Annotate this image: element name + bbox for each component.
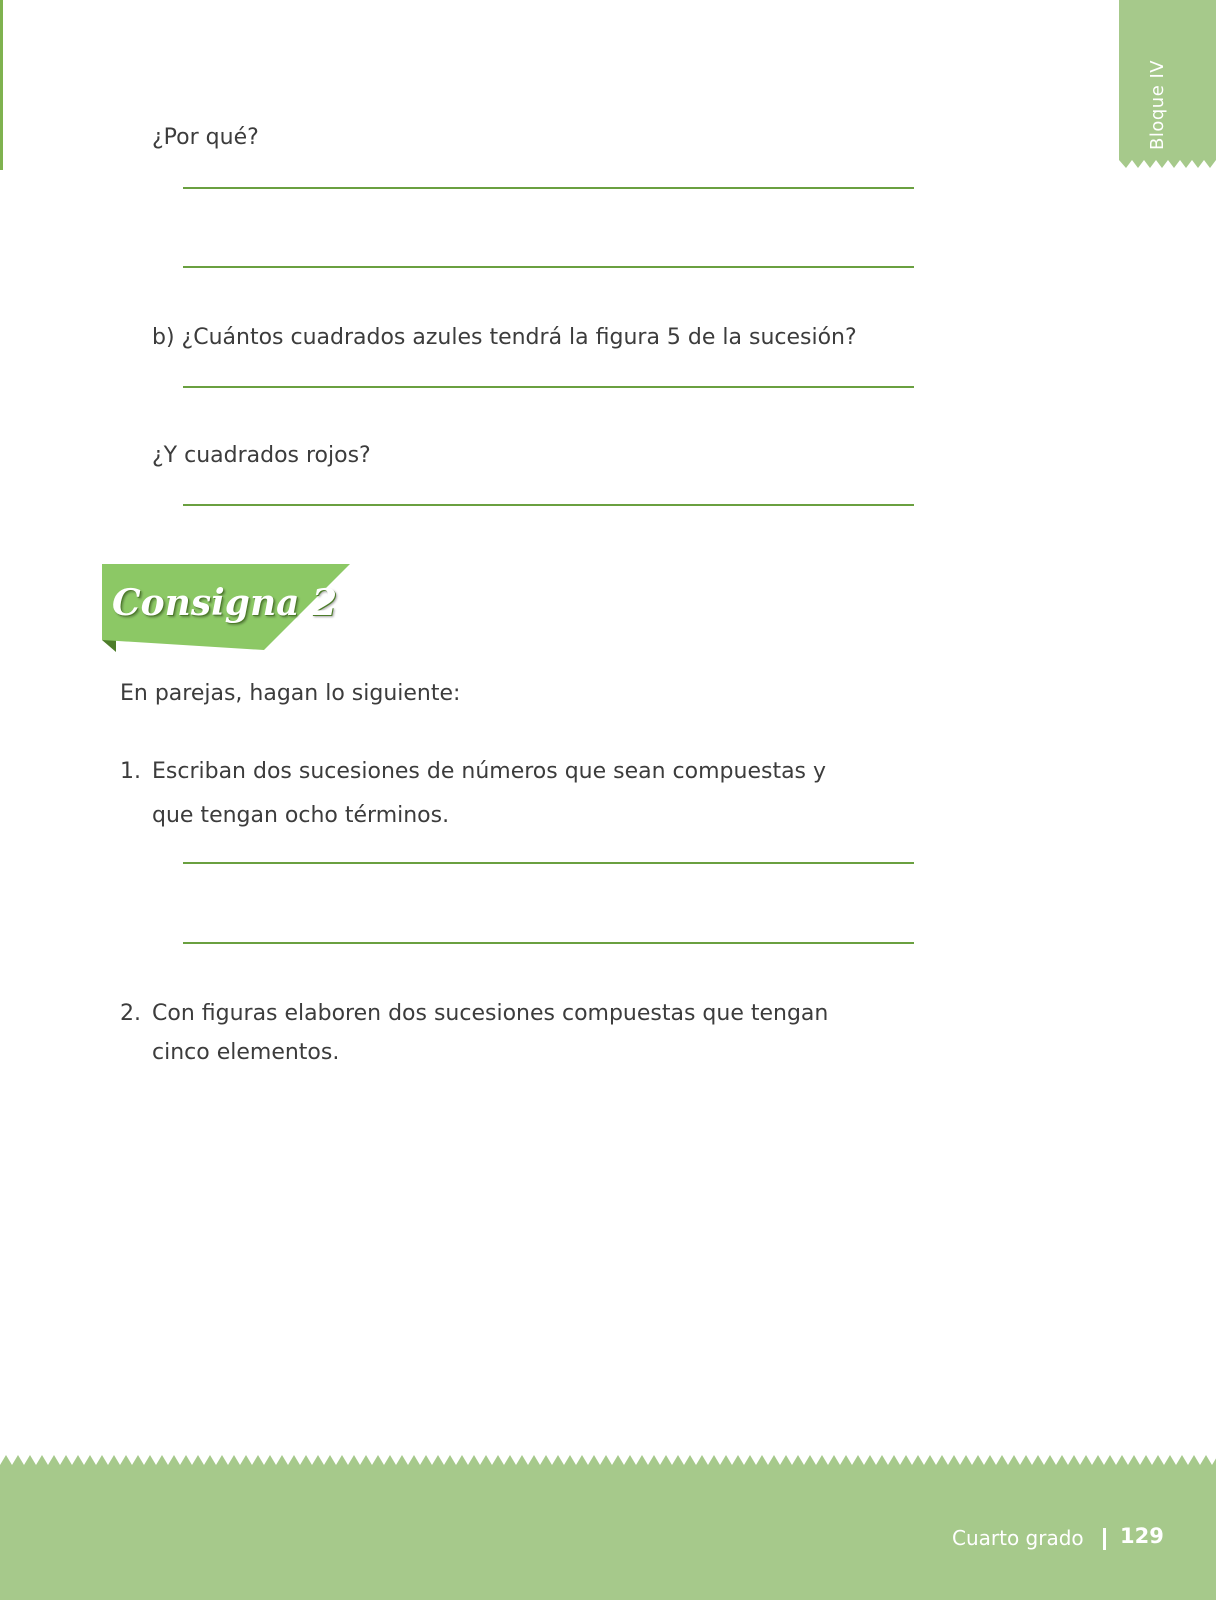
list-item-text: Con figuras elaboren dos sucesiones compuestas que tengan [152,1001,829,1026]
why-prompt: ¿Por qué? [152,125,259,150]
answer-line[interactable] [183,187,914,189]
footer-grade: Cuarto grado [952,1526,1084,1550]
answer-line[interactable] [183,386,914,388]
left-margin-rule [0,0,3,170]
list-item-text: cinco elementos. [152,1040,340,1065]
answer-line[interactable] [183,504,914,506]
list-item-text: que tengan ocho términos. [152,803,450,828]
list-item-text: Escriban dos sucesiones de números que sean compuestas y [152,759,827,784]
page-number: 129 [1120,1524,1164,1548]
bloque-label: Bloque IV [1147,59,1168,150]
consigna-title: Consigna 2 [112,582,338,624]
answer-line[interactable] [183,266,914,268]
consigna-instruction: En parejas, hagan lo siguiente: [120,681,461,706]
answer-line[interactable] [183,862,914,864]
list-item-number: 2. [120,1001,141,1026]
footer-separator [1103,1528,1106,1550]
answer-line[interactable] [183,942,914,944]
question-b: b) ¿Cuántos cuadrados azules tendrá la figura 5 de la sucesión? [152,325,857,350]
list-item-number: 1. [120,759,141,784]
question-b-followup: ¿Y cuadrados rojos? [152,443,371,468]
